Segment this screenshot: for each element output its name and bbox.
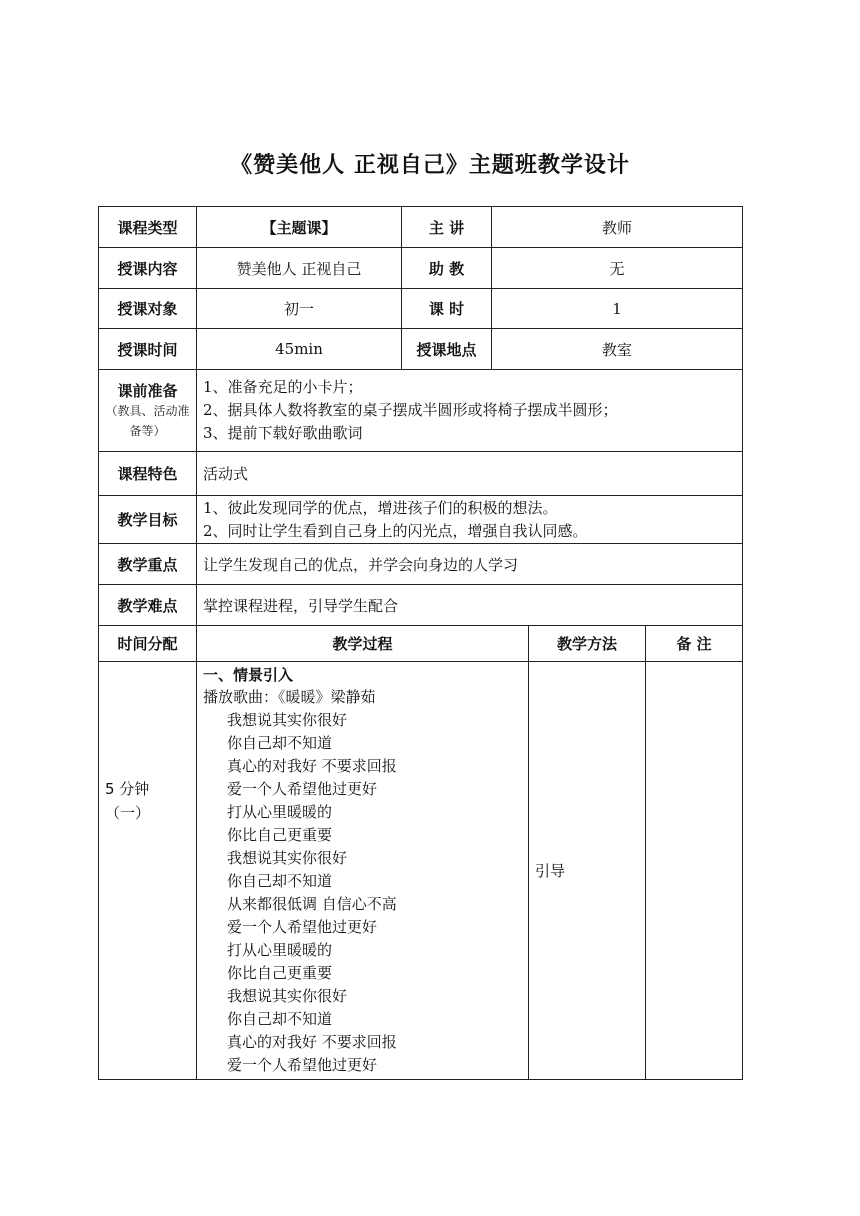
time-label: 授课时间 <box>99 329 197 370</box>
assistant-label: 助 教 <box>402 248 492 289</box>
section1-method: 引导 <box>529 662 646 1080</box>
section1-song: 播放歌曲：《暖暖》梁静茹 <box>203 688 376 706</box>
section1-heading: 一、情景引入 <box>203 666 294 684</box>
lyric-line: 真心的对我好 不要求回报 <box>227 1033 397 1051</box>
hours-label: 课 时 <box>402 289 492 329</box>
prep-label: 课前准备 <box>117 382 178 400</box>
course-type-label: 课程类型 <box>99 207 197 248</box>
lyric-line: 你自己却不知道 <box>227 734 333 752</box>
lyric-line: 爱一个人希望他过更好 <box>227 1056 378 1074</box>
lyric-line: 我想说其实你很好 <box>227 849 348 867</box>
focus-value: 让学生发现自己的优点，并学会向身边的人学习 <box>197 544 743 585</box>
prep-label-cell <box>99 370 197 452</box>
row-goals <box>99 496 743 544</box>
lyric-line: 爱一个人希望他过更好 <box>227 918 378 936</box>
difficulty-label: 教学难点 <box>99 585 197 626</box>
section1-part: （一） <box>105 804 151 822</box>
goal-item: 1、彼此发现同学的优点，增进孩子们的积极的想法。 <box>203 498 558 517</box>
lecturer-label: 主 讲 <box>402 207 492 248</box>
goals-label: 教学目标 <box>99 496 197 544</box>
lyric-line: 真心的对我好 不要求回报 <box>227 757 397 775</box>
page-title: 《赞美他人 正视自己》主题班教学设计 <box>230 153 630 178</box>
prep-item: 3、提前下载好歌曲歌词 <box>203 424 363 442</box>
header-method: 教学方法 <box>529 626 646 662</box>
lyric-line: 你自己却不知道 <box>227 1010 333 1028</box>
focus-label: 教学重点 <box>99 544 197 585</box>
course-type-value: 【主题课】 <box>197 207 402 248</box>
assistant-value: 无 <box>492 248 743 289</box>
content-label: 授课内容 <box>99 248 197 289</box>
lecturer-value: 教师 <box>492 207 743 248</box>
row-course-type <box>99 207 743 248</box>
lyric-line: 从来都很低调 自信心不高 <box>227 895 397 913</box>
lyric-line: 打从心里暖暖的 <box>227 803 333 821</box>
section1-process <box>197 662 529 1080</box>
lyric-line: 你比自己更重要 <box>227 964 333 982</box>
lyrics-list <box>203 709 522 1077</box>
row-time <box>99 329 743 370</box>
feature-value: 活动式 <box>197 452 743 496</box>
header-process: 教学过程 <box>197 626 529 662</box>
row-difficulty <box>99 585 743 626</box>
hours-value: 1 <box>492 289 743 329</box>
difficulty-value: 掌控课程进程，引导学生配合 <box>197 585 743 626</box>
lyric-line: 爱一个人希望他过更好 <box>227 780 378 798</box>
lyric-line: 你比自己更重要 <box>227 826 333 844</box>
place-label: 授课地点 <box>402 329 492 370</box>
prep-item: 2、据具体人数将教室的桌子摆成半圆形或将椅子摆成半圆形； <box>203 401 618 419</box>
feature-label: 课程特色 <box>99 452 197 496</box>
lyric-line: 你自己却不知道 <box>227 872 333 890</box>
section1-note <box>646 662 743 1080</box>
row-audience <box>99 289 743 329</box>
lyric-line: 打从心里暖暖的 <box>227 941 333 959</box>
row-feature <box>99 452 743 496</box>
time-value: 45min <box>197 329 402 370</box>
row-focus <box>99 544 743 585</box>
place-value: 教室 <box>492 329 743 370</box>
section1-time-cell <box>99 662 197 1080</box>
row-section-1 <box>99 662 743 1080</box>
goals-items <box>197 496 743 544</box>
row-prep <box>99 370 743 452</box>
goal-item: 2、同时让学生看到自己身上的闪光点，增强自我认同感。 <box>203 521 588 540</box>
section1-time: 5 分钟 <box>105 780 150 798</box>
prep-sublabel: （教具、活动准备等） <box>105 404 190 438</box>
audience-label: 授课对象 <box>99 289 197 329</box>
row-content <box>99 248 743 289</box>
prep-items <box>197 370 743 452</box>
row-process-header <box>99 626 743 662</box>
prep-item: 1、准备充足的小卡片； <box>203 378 363 396</box>
lyric-line: 我想说其实你很好 <box>227 711 348 729</box>
content-value: 赞美他人 正视自己 <box>197 248 402 289</box>
header-note: 备 注 <box>646 626 743 662</box>
header-time: 时间分配 <box>99 626 197 662</box>
lyric-line: 我想说其实你很好 <box>227 987 348 1005</box>
audience-value: 初一 <box>197 289 402 329</box>
lesson-plan-table <box>98 206 743 1080</box>
